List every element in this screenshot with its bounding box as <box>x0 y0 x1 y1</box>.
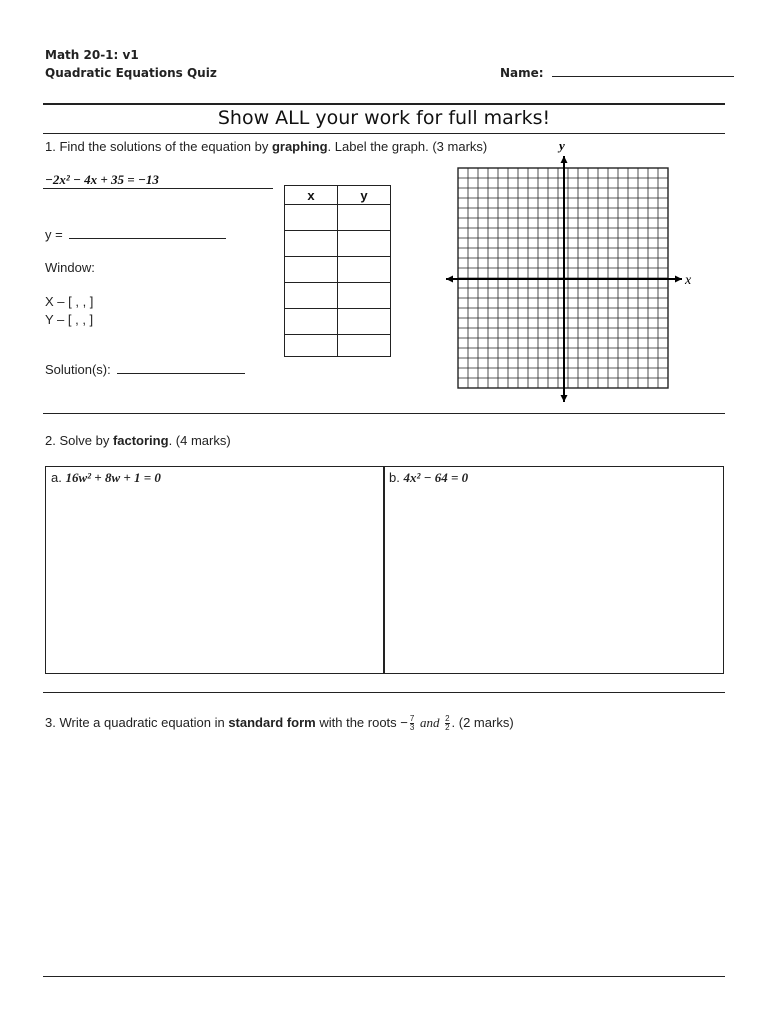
table-row <box>285 257 391 283</box>
y-equals-blank[interactable] <box>69 228 226 239</box>
table-cell-x[interactable] <box>285 283 338 309</box>
table-row <box>285 283 391 309</box>
table-cell-y[interactable] <box>338 335 391 357</box>
name-blank[interactable] <box>552 66 734 77</box>
y-axis-label: y <box>559 138 565 153</box>
xy-table <box>284 185 391 357</box>
table-cell-x[interactable] <box>285 231 338 257</box>
x-axis-label: x <box>685 273 692 288</box>
y-window: Y – [ , , ] <box>45 312 94 327</box>
quiz-title: Quadratic Equations Quiz <box>45 66 217 80</box>
table-header-x: x <box>285 186 338 205</box>
root1-fraction: $\frac{7}{3}$ <box>409 714 415 733</box>
table-cell-y[interactable] <box>338 231 391 257</box>
bottom-rule <box>43 976 725 977</box>
root2-fraction: $\frac{2}{2}$ <box>445 714 450 733</box>
q2-divider <box>43 692 725 693</box>
table-cell-x[interactable] <box>285 335 338 357</box>
q2-part-a: a. 16w² + 8w + 1 = 0 <box>51 470 161 485</box>
course-label: Math 20-1: v1 <box>45 48 139 62</box>
q2-prompt: 2. Solve by factoring. (4 marks) <box>45 433 231 448</box>
y-equals-line: y = <box>45 227 226 242</box>
table-cell-x[interactable] <box>285 205 338 231</box>
table-header-y: y <box>338 186 391 205</box>
q3-prompt: 3. Write a quadratic equation in standard form with the roots − $\frac{7}{3}$ and $\frac{2}{2}$ . (2 marks) <box>45 714 514 733</box>
name-label: Name: <box>500 66 734 80</box>
banner-title: Show ALL your work for full marks! <box>217 107 551 129</box>
table-cell-y[interactable] <box>338 205 391 231</box>
table-row <box>285 309 391 335</box>
table-row <box>285 335 391 357</box>
q2-part-b: b. 4x² − 64 = 0 <box>389 470 469 485</box>
table-cell-y[interactable] <box>338 309 391 335</box>
window-label: Window: <box>45 260 95 275</box>
table-cell-y[interactable] <box>338 257 391 283</box>
q2-part-a-box[interactable] <box>45 466 385 674</box>
table-cell-x[interactable] <box>285 257 338 283</box>
x-window: X – [ , , ] <box>45 294 94 309</box>
q1-prompt: 1. Find the solutions of the equation by graphing. Label the graph. (3 marks) <box>45 139 488 154</box>
q1-divider <box>43 413 725 414</box>
solutions-blank[interactable] <box>117 363 245 374</box>
q2-part-b-box[interactable] <box>383 466 724 674</box>
coordinate-grid <box>440 136 700 408</box>
top-rule <box>43 103 725 105</box>
q1-equation: −2x² − 4x + 35 = −13 <box>45 172 159 187</box>
table-cell-y[interactable] <box>338 283 391 309</box>
solutions-line: Solution(s): <box>45 362 245 377</box>
table-cell-x[interactable] <box>285 309 338 335</box>
table-row <box>285 205 391 231</box>
banner-rule <box>43 133 725 134</box>
q1-equation-underline <box>43 188 273 189</box>
table-row <box>285 231 391 257</box>
